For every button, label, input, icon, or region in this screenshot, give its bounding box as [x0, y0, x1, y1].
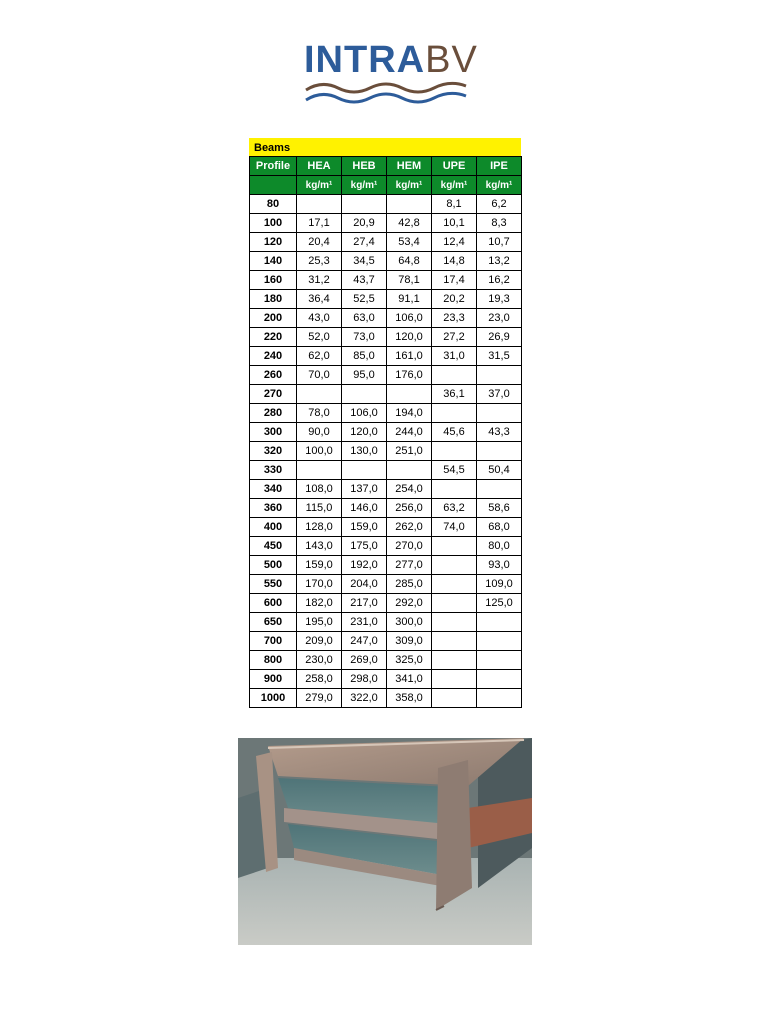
value-cell: 209,0: [297, 632, 342, 651]
beams-table: [249, 156, 522, 708]
value-cell: 78,1: [387, 271, 432, 290]
value-cell: 269,0: [342, 651, 387, 670]
value-cell: [297, 195, 342, 214]
value-cell: 217,0: [342, 594, 387, 613]
unit-cell: kg/m¹: [432, 176, 477, 195]
value-cell: 279,0: [297, 689, 342, 708]
table-row: [250, 442, 522, 461]
value-cell: 176,0: [387, 366, 432, 385]
table-row: [250, 480, 522, 499]
value-cell: 204,0: [342, 575, 387, 594]
value-cell: [432, 651, 477, 670]
table-row: [250, 309, 522, 328]
value-cell: [387, 195, 432, 214]
value-cell: [432, 366, 477, 385]
profile-cell: 360: [250, 499, 297, 518]
value-cell: 358,0: [387, 689, 432, 708]
value-cell: [477, 651, 522, 670]
value-cell: 31,2: [297, 271, 342, 290]
value-cell: [342, 461, 387, 480]
header-cell: HEB: [342, 157, 387, 176]
profile-cell: 280: [250, 404, 297, 423]
value-cell: 19,3: [477, 290, 522, 309]
table-row: [250, 385, 522, 404]
value-cell: 8,1: [432, 195, 477, 214]
value-cell: 36,4: [297, 290, 342, 309]
value-cell: 325,0: [387, 651, 432, 670]
value-cell: 258,0: [297, 670, 342, 689]
profile-cell: 450: [250, 537, 297, 556]
unit-cell: kg/m¹: [387, 176, 432, 195]
table-row: [250, 632, 522, 651]
table-row: [250, 537, 522, 556]
value-cell: 159,0: [342, 518, 387, 537]
value-cell: 31,5: [477, 347, 522, 366]
value-cell: 106,0: [342, 404, 387, 423]
value-cell: 244,0: [387, 423, 432, 442]
value-cell: 137,0: [342, 480, 387, 499]
value-cell: 93,0: [477, 556, 522, 575]
value-cell: 90,0: [297, 423, 342, 442]
profile-cell: 1000: [250, 689, 297, 708]
value-cell: 34,5: [342, 252, 387, 271]
table-row: [250, 461, 522, 480]
value-cell: 70,0: [297, 366, 342, 385]
value-cell: 63,0: [342, 309, 387, 328]
value-cell: 20,2: [432, 290, 477, 309]
value-cell: 91,1: [387, 290, 432, 309]
value-cell: 27,4: [342, 233, 387, 252]
value-cell: 285,0: [387, 575, 432, 594]
value-cell: 12,4: [432, 233, 477, 252]
table-row: [250, 328, 522, 347]
table-body: [250, 195, 522, 708]
value-cell: 256,0: [387, 499, 432, 518]
value-cell: 43,0: [297, 309, 342, 328]
value-cell: [297, 461, 342, 480]
header-cell: Profile: [250, 157, 297, 176]
value-cell: 42,8: [387, 214, 432, 233]
value-cell: [477, 404, 522, 423]
value-cell: 10,7: [477, 233, 522, 252]
value-cell: 53,4: [387, 233, 432, 252]
value-cell: 322,0: [342, 689, 387, 708]
value-cell: [432, 404, 477, 423]
unit-cell: kg/m¹: [342, 176, 387, 195]
value-cell: 43,3: [477, 423, 522, 442]
value-cell: [342, 385, 387, 404]
value-cell: 128,0: [297, 518, 342, 537]
value-cell: [432, 556, 477, 575]
profile-cell: 240: [250, 347, 297, 366]
value-cell: 68,0: [477, 518, 522, 537]
logo-wordmark: [304, 39, 478, 81]
table-row: [250, 252, 522, 271]
value-cell: 62,0: [297, 347, 342, 366]
beams-table-container: [249, 138, 521, 708]
profile-cell: 160: [250, 271, 297, 290]
value-cell: 64,8: [387, 252, 432, 271]
value-cell: [387, 385, 432, 404]
profile-cell: 650: [250, 613, 297, 632]
value-cell: 20,9: [342, 214, 387, 233]
value-cell: 182,0: [297, 594, 342, 613]
table-row: [250, 366, 522, 385]
value-cell: 45,6: [432, 423, 477, 442]
intrabv-logo: [304, 39, 478, 110]
value-cell: 277,0: [387, 556, 432, 575]
profile-cell: 330: [250, 461, 297, 480]
table-row: [250, 271, 522, 290]
value-cell: [432, 613, 477, 632]
profile-cell: 700: [250, 632, 297, 651]
value-cell: 120,0: [342, 423, 387, 442]
value-cell: 175,0: [342, 537, 387, 556]
value-cell: 13,2: [477, 252, 522, 271]
value-cell: 262,0: [387, 518, 432, 537]
value-cell: 251,0: [387, 442, 432, 461]
table-row: [250, 214, 522, 233]
profile-cell: 600: [250, 594, 297, 613]
value-cell: 195,0: [297, 613, 342, 632]
value-cell: 27,2: [432, 328, 477, 347]
value-cell: 230,0: [297, 651, 342, 670]
value-cell: 31,0: [432, 347, 477, 366]
value-cell: 6,2: [477, 195, 522, 214]
value-cell: 341,0: [387, 670, 432, 689]
value-cell: 8,3: [477, 214, 522, 233]
value-cell: 23,0: [477, 309, 522, 328]
value-cell: [477, 670, 522, 689]
value-cell: [477, 366, 522, 385]
value-cell: 170,0: [297, 575, 342, 594]
profile-cell: 340: [250, 480, 297, 499]
value-cell: 58,6: [477, 499, 522, 518]
value-cell: 130,0: [342, 442, 387, 461]
value-cell: 298,0: [342, 670, 387, 689]
value-cell: 73,0: [342, 328, 387, 347]
value-cell: 37,0: [477, 385, 522, 404]
steel-beams-photo: [238, 738, 532, 945]
value-cell: 78,0: [297, 404, 342, 423]
profile-cell: 500: [250, 556, 297, 575]
value-cell: 52,5: [342, 290, 387, 309]
table-row: [250, 233, 522, 252]
profile-cell: 260: [250, 366, 297, 385]
header-cell: UPE: [432, 157, 477, 176]
value-cell: [477, 613, 522, 632]
value-cell: 120,0: [387, 328, 432, 347]
value-cell: 300,0: [387, 613, 432, 632]
table-row: [250, 594, 522, 613]
value-cell: [477, 632, 522, 651]
value-cell: 50,4: [477, 461, 522, 480]
value-cell: 292,0: [387, 594, 432, 613]
value-cell: [477, 442, 522, 461]
value-cell: 270,0: [387, 537, 432, 556]
value-cell: 159,0: [297, 556, 342, 575]
value-cell: 95,0: [342, 366, 387, 385]
table-title: Beams: [249, 138, 521, 156]
value-cell: 43,7: [342, 271, 387, 290]
value-cell: [432, 537, 477, 556]
value-cell: [297, 385, 342, 404]
value-cell: [432, 632, 477, 651]
value-cell: 25,3: [297, 252, 342, 271]
profile-cell: 140: [250, 252, 297, 271]
profile-cell: 100: [250, 214, 297, 233]
value-cell: [477, 480, 522, 499]
profile-cell: 320: [250, 442, 297, 461]
value-cell: 63,2: [432, 499, 477, 518]
unit-cell: [250, 176, 297, 195]
value-cell: 20,4: [297, 233, 342, 252]
value-cell: [387, 461, 432, 480]
table-row: [250, 404, 522, 423]
profile-cell: 800: [250, 651, 297, 670]
profile-cell: 550: [250, 575, 297, 594]
value-cell: [432, 594, 477, 613]
table-row: [250, 423, 522, 442]
profile-cell: 200: [250, 309, 297, 328]
profile-cell: 300: [250, 423, 297, 442]
value-cell: [342, 195, 387, 214]
table-row: [250, 651, 522, 670]
profile-cell: 80: [250, 195, 297, 214]
value-cell: 10,1: [432, 214, 477, 233]
value-cell: [432, 689, 477, 708]
table-row: [250, 518, 522, 537]
table-row: [250, 613, 522, 632]
unit-cell: kg/m¹: [297, 176, 342, 195]
value-cell: 125,0: [477, 594, 522, 613]
value-cell: 146,0: [342, 499, 387, 518]
table-row: [250, 290, 522, 309]
table-row: [250, 499, 522, 518]
profile-cell: 180: [250, 290, 297, 309]
logo-text-bv: BV: [425, 39, 478, 81]
value-cell: 309,0: [387, 632, 432, 651]
profile-cell: 400: [250, 518, 297, 537]
value-cell: 17,4: [432, 271, 477, 290]
value-cell: 14,8: [432, 252, 477, 271]
table-row: [250, 556, 522, 575]
profile-cell: 120: [250, 233, 297, 252]
header-row: [250, 157, 522, 176]
value-cell: 192,0: [342, 556, 387, 575]
value-cell: 16,2: [477, 271, 522, 290]
value-cell: 36,1: [432, 385, 477, 404]
value-cell: 23,3: [432, 309, 477, 328]
value-cell: [432, 480, 477, 499]
value-cell: 109,0: [477, 575, 522, 594]
value-cell: 231,0: [342, 613, 387, 632]
value-cell: 108,0: [297, 480, 342, 499]
value-cell: 106,0: [387, 309, 432, 328]
header-cell: HEM: [387, 157, 432, 176]
table-row: [250, 689, 522, 708]
value-cell: [432, 670, 477, 689]
value-cell: 74,0: [432, 518, 477, 537]
beams-illustration: [238, 738, 532, 945]
profile-cell: 220: [250, 328, 297, 347]
value-cell: 194,0: [387, 404, 432, 423]
value-cell: 161,0: [387, 347, 432, 366]
value-cell: [477, 689, 522, 708]
table-row: [250, 575, 522, 594]
header-cell: IPE: [477, 157, 522, 176]
table-row: [250, 195, 522, 214]
logo-text-intra: INTRA: [304, 39, 426, 81]
header-cell: HEA: [297, 157, 342, 176]
value-cell: 247,0: [342, 632, 387, 651]
value-cell: [432, 442, 477, 461]
table-row: [250, 347, 522, 366]
value-cell: 54,5: [432, 461, 477, 480]
value-cell: 52,0: [297, 328, 342, 347]
profile-cell: 900: [250, 670, 297, 689]
table-header: [250, 157, 522, 195]
value-cell: 100,0: [297, 442, 342, 461]
value-cell: 80,0: [477, 537, 522, 556]
value-cell: 17,1: [297, 214, 342, 233]
units-row: [250, 176, 522, 195]
value-cell: 115,0: [297, 499, 342, 518]
value-cell: 26,9: [477, 328, 522, 347]
value-cell: 254,0: [387, 480, 432, 499]
profile-cell: 270: [250, 385, 297, 404]
value-cell: 85,0: [342, 347, 387, 366]
unit-cell: kg/m¹: [477, 176, 522, 195]
value-cell: [432, 575, 477, 594]
value-cell: 143,0: [297, 537, 342, 556]
logo-wave-icon: [304, 80, 468, 106]
table-row: [250, 670, 522, 689]
